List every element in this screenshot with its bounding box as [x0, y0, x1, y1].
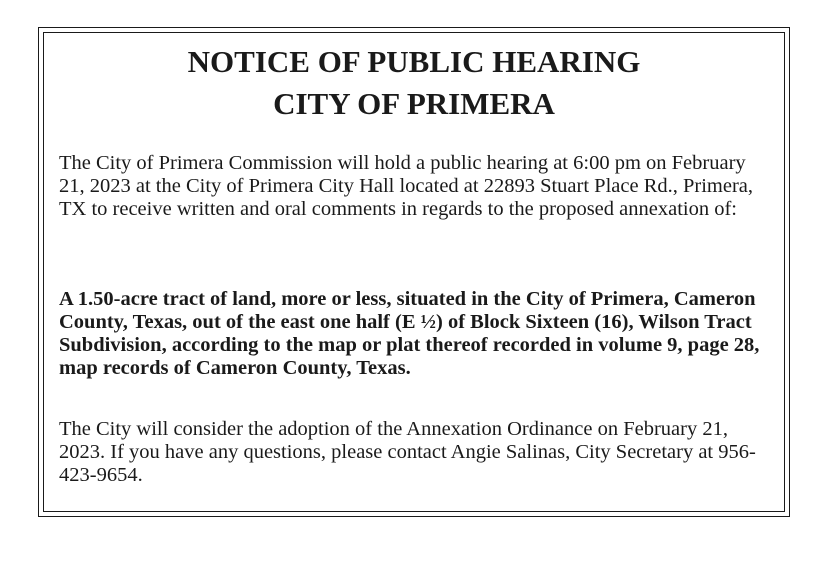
intro-paragraph: The City of Primera Commission will hold a public hearing at 6:00 pm on February 21, 2023 at the City of Primera City Hall located at 22893 Stuart Place Rd., Primera, TX to receive written and oral comments in regards to the proposed annexation of:	[59, 152, 754, 220]
closing-paragraph: The City will consider the adoption of the Annexation Ordinance on February 21, 2023. If you have any questions, please contact Angie Salinas, City Secretary at 956-423-9654.	[59, 418, 756, 486]
notice-subtitle: CITY OF PRIMERA	[273, 86, 555, 121]
notice-border-inner	[43, 32, 785, 512]
notice-title: NOTICE OF PUBLIC HEARING	[187, 44, 641, 79]
legal-description-paragraph: A 1.50-acre tract of land, more or less, situated in the City of Primera, Cameron County, Texas, out of the east one half (E ½) of Block Sixteen (16), Wilson Tract Subdivision, according to the map or plat thereof recorded in volume 9, page 28, map records of Cameron County, Texas.	[59, 288, 760, 379]
notice-border-outer	[38, 27, 790, 517]
